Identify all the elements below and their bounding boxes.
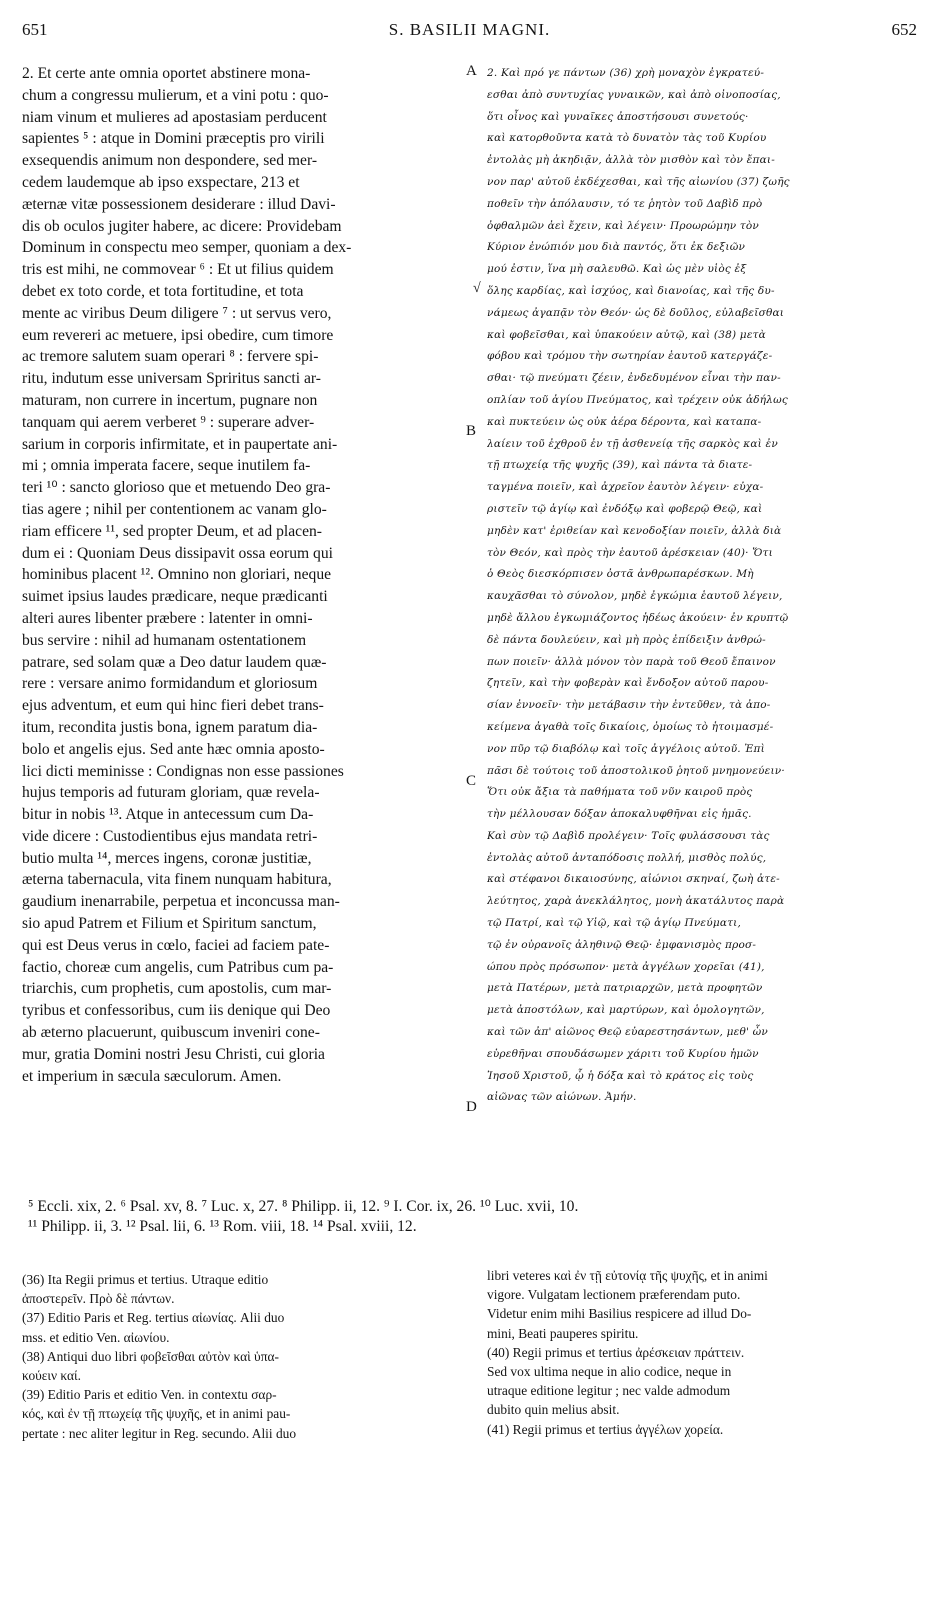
greek-text-line: ώπου πρὸς πρόσωπον· μετὰ ἀγγέλων χορεῖαι (41), — [487, 960, 765, 973]
greek-text-line: πων ποιεῖν· ἀλλὰ μόνον τὸν παρὰ τοῦ Θεοῦ ἔπαινον — [487, 655, 776, 668]
critical-note-line: utraque editione legitur ; nec valde admodum — [487, 1383, 731, 1399]
latin-text-line: lici dicti meminisse : Condignas non esse passiones — [22, 762, 344, 780]
critical-note-line: (40) Regii primus et tertius ἀρέσκειαν πράττειν. — [487, 1344, 745, 1360]
latin-text-line: æterna tabernacula, vita finem nunquam habitura, — [22, 871, 332, 889]
latin-text-line: teri ¹⁰ : sancto glorioso que et metuendo Deo gra- — [22, 479, 331, 497]
greek-text-line: ἐντολὰς μὴ ἀκηδιᾷν, ἀλλὰ τὸν μισθὸν καὶ τὸν ἔπαι- — [487, 154, 775, 167]
critical-note-line: κός, καὶ ἐν τῇ πτωχείᾳ τῆς ψυχῆς, et in animi pau- — [22, 1406, 291, 1422]
greek-text-line: καὶ κατορθοῦντα κατὰ τὸ δυνατὸν τὰς τοῦ Κυρίου — [487, 132, 767, 145]
greek-text-line: οπλίαν τοῦ ἁγίου Πνεύματος, καὶ τρέχειν οὐκ ἀδήλως — [487, 393, 788, 406]
latin-text-line: mi ; omnia imperata facere, seque inutilem fa- — [22, 457, 311, 475]
left-page-number: 651 — [22, 20, 48, 39]
critical-note-line: mss. et editio Ven. αἰωνίου. — [22, 1329, 170, 1345]
critical-note-line: (36) Ita Regii primus et tertius. Utraque editio — [22, 1272, 269, 1287]
greek-text-line: Ὅτι οὐκ ἄξια τὰ παθήματα τοῦ νῦν καιροῦ πρὸς — [487, 786, 753, 799]
critical-note-line: (41) Regii primus et tertius ἀγγέλων χορεία. — [487, 1421, 724, 1437]
greek-text-line: καυχᾶσθαι τὸ σύνολον, μηδὲ ἐγκώμια ἑαυτοῦ λέγειν, — [487, 590, 783, 603]
greek-text-line: φόβου καὶ τρόμου τὴν σωτηρίαν ἑαυτοῦ κατεργάζε- — [487, 350, 773, 363]
greek-text-line: καὶ τῶν ἀπ' αἰῶνος Θεῷ εὐαρεστησάντων, μεθ' ὧν — [487, 1026, 768, 1039]
latin-text-line: alteri aures libenter præbere : latenter in omni- — [22, 609, 313, 627]
latin-text-line: tris est mihi, ne commovear ⁶ : Et ut filius quidem — [22, 261, 334, 279]
greek-text-line: 2. Καὶ πρό γε πάντων (36) χρὴ μοναχὸν ἐγκρατεύ- — [487, 67, 765, 79]
latin-text-line: 2. Et certe ante omnia oportet abstinere mona- — [22, 65, 311, 82]
greek-text-line: ἐντολὰς αὐτοῦ ἀνταπόδοσις πολλή, μισθὸς πολύς, — [487, 851, 767, 864]
latin-text-line: bolo et angelis ejus. Sed ante hæc omnia aposto- — [22, 740, 325, 758]
latin-text-line: suimet ipsius laudes prædicare, neque prædicanti — [22, 588, 328, 606]
latin-text-line: patrare, sed solam quæ a Deo datur laudem quæ- — [22, 653, 327, 671]
latin-text-line: dis ob oculos jugiter habere, ac dicere: Providebam — [22, 217, 342, 235]
greek-text-line: τῷ Πατρί, καὶ τῷ Υἱῷ, καὶ τῷ ἁγίῳ Πνεύματι, — [487, 917, 742, 930]
latin-text-line: Dominum in conspectu meo semper, quoniam a dex- — [22, 239, 352, 257]
greek-text-line: εὑρεθῆναι σπουδάσωμεν χάριτι τοῦ Κυρίου ἡμῶν — [487, 1047, 759, 1060]
greek-text-line: νον παρ' αὐτοῦ ἐκδέχεσθαι, καὶ τῆς αἰωνίου (37) ζωῆς — [487, 175, 790, 188]
greek-text-line: μετὰ ἀποστόλων, καὶ μαρτύρων, καὶ ὁμολογητῶν, — [487, 1004, 765, 1017]
critical-note-line: dubito quin melius absit. — [487, 1402, 620, 1418]
latin-text-line: sarium in corporis infirmitate, et in paupertate ani- — [22, 435, 338, 453]
greek-text-line: Κύριον ἐνώπιόν μου διὰ παντός, ὅτι ἐκ δεξιῶν — [487, 241, 746, 254]
latin-text-line: vide dicere : Custodientibus ejus mandata retri- — [22, 827, 318, 845]
notes-right-column — [487, 1266, 917, 1439]
greek-column — [487, 63, 912, 1109]
margin-check-mark: √ — [473, 281, 481, 296]
latin-text-line: qui est Deus verus in cœlo, faciei ad faciem pate- — [22, 936, 330, 954]
greek-text-line: ὅτι οἶνος καὶ γυναῖκες ἀποστήσουσι συνετούς· — [487, 110, 749, 123]
latin-text-line: dum ei : Quoniam Deus dissipavit ossa eorum qui — [22, 544, 333, 562]
latin-text-line: riam efficere ¹¹, sed propter Deum, et ad placen- — [22, 522, 323, 540]
latin-text-line: itum, recondita justis bona, ignem paratum dia- — [22, 718, 318, 736]
critical-note-line: (38) Antiqui duo libri φοβεῖσθαι αὐτὸν καὶ ὑπα- — [22, 1348, 279, 1364]
latin-text-line: niam vinum et mulieres ad apostasiam perducent — [22, 108, 327, 126]
latin-text-line: bus servire : nihil ad humanam ostentationem — [22, 631, 307, 649]
greek-text-line: μετὰ Πατέρων, μετὰ πατριαρχῶν, μετὰ προφητῶν — [487, 982, 763, 995]
greek-text-line: ζητεῖν, καὶ τὴν φοβερὰν καὶ ἔνδοξον αὐτοῦ παρου- — [487, 677, 769, 690]
greek-text-line: καὶ φοβεῖσθαι, καὶ ὑπακούειν αὐτῷ, καὶ (38) μετὰ — [487, 328, 766, 341]
latin-text-line: bitur in nobis ¹³. Atque in antecessum cum Da- — [22, 806, 314, 824]
greek-text-line: ριστεῖν τῷ ἁγίῳ καὶ ἐνδόξῳ καὶ φοβερῷ Θεῷ, καὶ — [487, 502, 763, 515]
latin-text-line: hominibus placent ¹². Omnino non gloriari, neque — [22, 566, 332, 584]
margin-letter-a: A — [466, 63, 477, 79]
critical-note-line: κούειν καί. — [22, 1367, 82, 1383]
margin-letter-b: B — [466, 423, 477, 439]
latin-text-line: tias agere ; nihil per contentionem ac vanam glo- — [22, 500, 327, 518]
latin-text-line: mur, gratia Domini nostri Jesu Christi, cui gloria — [22, 1045, 325, 1063]
latin-text-line: et imperium in sæcula sæculorum. Amen. — [22, 1067, 282, 1085]
greek-text-line: ὅλης καρδίας, καὶ ἰσχύος, καὶ διανοίας, καὶ τῆς δυ- — [487, 284, 775, 297]
latin-text-line: butio multa ¹⁴, merces ingens, coronæ justitiæ, — [22, 849, 312, 867]
greek-text-line: ταγμένα ποιεῖν, καὶ ἀχρεῖον ἑαυτὸν λέγειν· εὐχα- — [487, 481, 764, 494]
greek-text-line: καὶ στέφανοι δικαιοσύνης, αἰώνιοι σκηναί, ζωὴ ἀτε- — [487, 873, 780, 886]
latin-text-line: chum a congressu mulierum, et a vini potu : quo- — [22, 86, 329, 104]
greek-text-line: μηδὲ ἄλλου ἐγκωμιάζοντος ἡδέως ἀκούειν· ἐν κρυπτῷ — [487, 611, 789, 624]
greek-text-line: νον πῦρ τῷ διαβόλῳ καὶ τοῖς ἀγγέλοις αὐτοῦ. Ἐπὶ — [487, 742, 765, 755]
greek-text-line: σίαν ἐννοεῖν· τὴν μετάβασιν τὴν ἐντεῦθεν, τὰ ἀπο- — [487, 699, 771, 712]
latin-text-line: factio, choreæ cum angelis, cum Patribus cum pa- — [22, 958, 334, 976]
scripture-ref-line: ¹¹ Philipp. ii, 3. ¹² Psal. lii, 6. ¹³ Rom. viii, 18. ¹⁴ Psal. xviii, 12. — [28, 1218, 417, 1235]
latin-text-line: triarchis, cum prophetis, cum apostolis, cum mar- — [22, 980, 332, 998]
greek-text-line: Ἰησοῦ Χριστοῦ, ᾧ ἡ δόξα καὶ τὸ κράτος εἰς τοὺς — [487, 1069, 754, 1082]
latin-text-line: ejus adventum, et eum qui hinc fieri debet trans- — [22, 697, 324, 715]
critical-note-line: (37) Editio Paris et Reg. tertius αἰωνίας. Alii duo — [22, 1310, 285, 1326]
greek-text-line: τὸν Θεόν, καὶ πρὸς τὴν ἑαυτοῦ ἀρέσκειαν (40)· Ὅτι — [487, 546, 773, 559]
latin-text-line: sapientes ⁵ : atque in Domini præceptis pro virili — [22, 130, 325, 148]
critical-note-line: (39) Editio Paris et editio Ven. in contextu σαρ- — [22, 1387, 277, 1403]
latin-text-line: hujus temporis ad futuram gloriam, quæ revela- — [22, 784, 320, 802]
running-header — [22, 20, 917, 46]
latin-text-line: gaudium inenarrabile, perpetua et inconcussa man- — [22, 893, 340, 911]
notes-left-column — [22, 1270, 472, 1443]
critical-note-line: ἀποστερεῖν. Πρὸ δὲ πάντων. — [22, 1291, 175, 1307]
greek-text-line: ὀφθαλμῶν ἀεὶ ἔχειν, καὶ λέγειν· Προωρώμην τὸν — [487, 219, 759, 232]
greek-text-line: δὲ πάντα δουλεύειν, καὶ μὴ πρὸς ἐπίδειξιν ἀνθρώ- — [487, 633, 766, 646]
running-title: S. BASILII MAGNI. — [388, 20, 551, 39]
margin-letter-c: C — [466, 773, 477, 789]
right-page-number: 652 — [891, 20, 917, 39]
latin-text-line: eum revereri ac metuere, ipsi obedire, cum timore — [22, 326, 334, 344]
greek-text-line: νάμεως ἀγαπᾷν τὸν Θεόν· ὡς δὲ δοῦλος, εὐλαβεῖσθαι — [487, 306, 785, 319]
latin-text-line: tyribus et confessoribus, cum iis denique qui Deo — [22, 1002, 331, 1020]
latin-text-line: cedem laudemque ab ipso exspectare, 213 et — [22, 173, 300, 191]
greek-text-line: κείμενα ἀγαθὰ τοῖς δικαίοις, ὁμοίως τὸ ἡτοιμασμέ- — [487, 720, 774, 733]
critical-note-line: pertate : nec aliter legitur in Reg. secundo. Alii duo — [22, 1425, 297, 1441]
latin-text-line: exsequendis animum non despondere, sed mer- — [22, 152, 318, 170]
latin-text-line: mente ac viribus Deum diligere ⁷ : ut servus vero, — [22, 304, 332, 322]
greek-text-line: λεύτητος, χαρὰ ἀνεκλάλητος, μονὴ ἀκατάλυτος παρὰ — [487, 895, 785, 908]
greek-text-line: μηδὲν κατ' ἐριθείαν καὶ κενοδοξίαν ποιεῖν, ἀλλὰ διὰ — [487, 524, 782, 537]
greek-text-line: τὴν μέλλουσαν δόξαν ἀποκαλυφθῆναι εἰς ἡμᾶς. — [487, 808, 752, 821]
latin-text-line: ab æterno placuerunt, quibuscum inveniri cone- — [22, 1024, 320, 1042]
latin-text-line: ac tremore salutem suam operari ⁸ : fervere spi- — [22, 348, 319, 366]
greek-text-line: πᾶσι δὲ τούτοις τοῦ ἀποστολικοῦ ῥητοῦ μνημονεύειν· — [487, 764, 785, 777]
greek-text-line: αἰῶνας τῶν αἰώνων. Ἀμήν. — [487, 1091, 637, 1104]
critical-note-line: mini, Beati pauperes spiritu. — [487, 1325, 639, 1341]
critical-note-line: Videtur enim mihi Basilius respicere ad illud Do- — [487, 1306, 752, 1322]
greek-text-line: ποθεῖν τὴν ἀπόλαυσιν, τό τε ῥητὸν τοῦ Δαβὶδ πρὸ — [487, 197, 763, 210]
greek-text-line: λαίειν τοῦ ἐχθροῦ ἐν τῇ ἀσθενείᾳ τῆς σαρκὸς καὶ ἐν — [487, 437, 778, 450]
greek-text-line: ὁ Θεὸς διεσκόρπισεν ὀστᾶ ἀνθρωπαρέσκων. Μὴ — [487, 568, 754, 581]
scripture-ref-line: ⁵ Eccli. xix, 2. ⁶ Psal. xv, 8. ⁷ Luc. x, 27. ⁸ Philipp. ii, 12. ⁹ I. Cor. ix, 26. ¹⁰ Luc. xvii, 10. — [28, 1198, 579, 1215]
critical-note-line: Sed vox ultima neque in alio codice, neque in — [487, 1363, 732, 1379]
latin-text-line: sio apud Patrem et Filium et Spiritum sanctum, — [22, 915, 317, 933]
greek-text-line: εσθαι ἀπὸ συντυχίας γυναικῶν, καὶ ἀπὸ οἰνοποσίας, — [487, 88, 781, 101]
latin-text-line: rere : versare animo formidandum et gloriosum — [22, 675, 318, 693]
latin-text-line: debet ex toto corde, et tota fortitudine, et tota — [22, 282, 304, 300]
latin-column — [22, 63, 463, 1087]
greek-text-line: τῷ ἐν οὐρανοῖς ἀληθινῷ Θεῷ· ἐμφανισμὸς προσ- — [487, 938, 757, 951]
latin-text-line: maturam, non currere in incertum, pugnare non — [22, 391, 318, 409]
latin-text-line: tanquam qui aerem verberet ⁹ : superare adver- — [22, 413, 315, 431]
critical-note-line: vigore. Vulgatam lectionem præferendam puto. — [487, 1287, 741, 1303]
greek-text-line: μού ἐστιν, ἵνα μὴ σαλευθῶ. Καὶ ὡς μὲν υἱὸς ἐξ — [487, 263, 747, 276]
greek-text-line: σθαι· τῷ πνεύματι ζέειν, ἐνδεδυμένον εἶναι τὴν παν- — [487, 372, 781, 385]
greek-text-line: καὶ πυκτεύειν ὡς οὐκ ἀέρα δέροντα, καὶ καταπα- — [487, 415, 762, 428]
scripture-references — [28, 1197, 918, 1237]
greek-text-line: Καὶ σὺν τῷ Δαβὶδ προλέγειν· Τοῖς φυλάσσουσι τὰς — [487, 829, 770, 842]
greek-text-line: τῇ πτωχείᾳ τῆς ψυχῆς (39), καὶ πάντα τὰ διατε- — [487, 459, 753, 472]
margin-letter-d: D — [466, 1099, 477, 1115]
critical-note-line: libri veteres καὶ ἐν τῇ εὐτονίᾳ τῆς ψυχῆς, et in animi — [487, 1268, 768, 1283]
latin-text-line: ritu, indutum esse universam Spriritus sancti ar- — [22, 370, 321, 388]
latin-text-line: æternæ vitæ possessionem desiderare : illud Davi- — [22, 195, 336, 213]
